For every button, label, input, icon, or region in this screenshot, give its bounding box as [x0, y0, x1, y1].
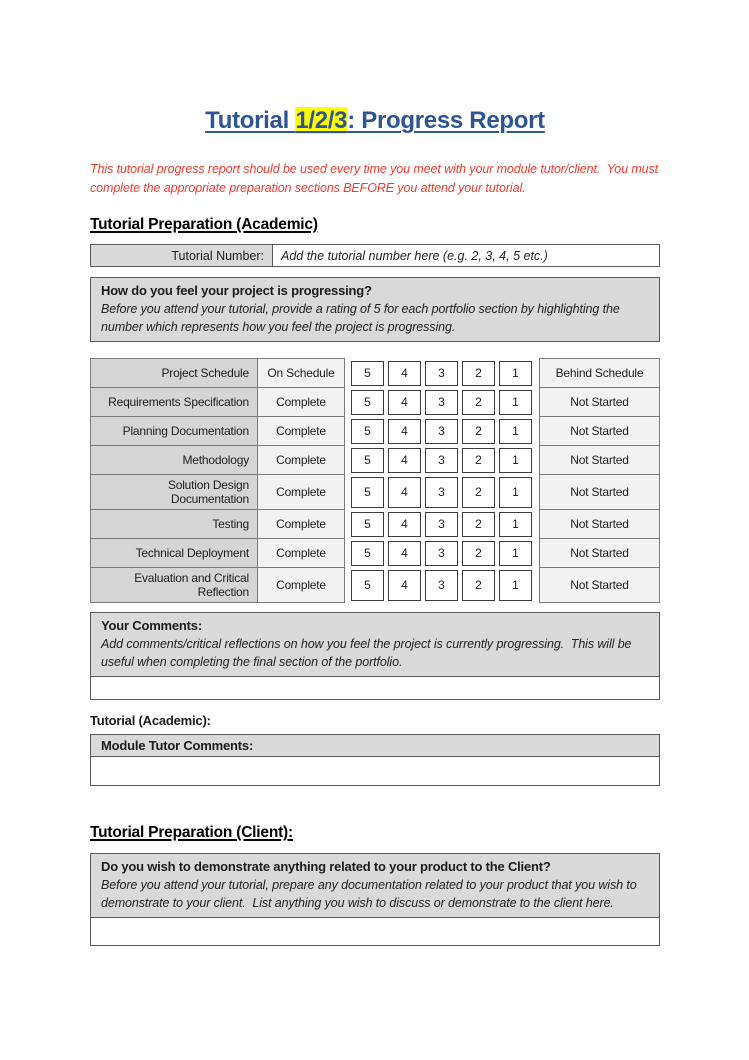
rating-number-cell[interactable]: 4 [388, 512, 421, 537]
rating-number-cell[interactable]: 2 [462, 390, 495, 415]
rating-number-cell[interactable]: 1 [499, 541, 532, 566]
rating-number-group [345, 387, 540, 417]
rating-low-anchor: Not Started [539, 567, 660, 603]
rating-table-row [90, 474, 660, 510]
client-demo-instructions: Before you attend your tutorial, prepare any documentation related to your product that you wish to demonstrate to your client. List anything you wish to discuss or demonstrate to the client here. [101, 878, 640, 910]
rating-row-label: Methodology [90, 445, 258, 475]
progress-question-title: How do you feel your project is progressing? [101, 283, 372, 298]
rating-number-cell[interactable]: 1 [499, 570, 532, 601]
rating-number-cell[interactable]: 2 [462, 512, 495, 537]
rating-table-body [90, 358, 660, 603]
rating-low-anchor: Not Started [539, 474, 660, 510]
title-prefix: Tutorial [205, 107, 296, 134]
rating-number-cell[interactable]: 3 [425, 361, 458, 386]
rating-number-cell[interactable]: 1 [499, 512, 532, 537]
rating-number-group [345, 358, 540, 388]
rating-number-cell[interactable]: 5 [351, 512, 384, 537]
tutorial-number-input[interactable]: Add the tutorial number here (e.g. 2, 3, 4, 5 etc.) [273, 245, 659, 266]
rating-number-cell[interactable]: 1 [499, 419, 532, 444]
rating-number-cell[interactable]: 4 [388, 361, 421, 386]
rating-row-label: Technical Deployment [90, 538, 258, 568]
rating-number-cell[interactable]: 2 [462, 361, 495, 386]
client-demo-input[interactable] [91, 918, 659, 945]
rating-high-anchor: Complete [257, 445, 345, 475]
rating-number-cell[interactable]: 5 [351, 419, 384, 444]
rating-low-anchor: Behind Schedule [539, 358, 660, 388]
academic-section-heading: Tutorial Preparation (Academic) [90, 216, 318, 233]
rating-table-row [90, 387, 660, 417]
rating-high-anchor: Complete [257, 509, 345, 539]
rating-number-cell[interactable]: 5 [351, 448, 384, 473]
progress-question-box [90, 277, 660, 342]
rating-number-group [345, 445, 540, 475]
rating-number-cell[interactable]: 4 [388, 570, 421, 601]
rating-row-label: Evaluation and Critical Reflection [90, 567, 258, 603]
rating-number-cell[interactable]: 4 [388, 541, 421, 566]
tutorial-number-row [90, 244, 660, 267]
rating-high-anchor: Complete [257, 474, 345, 510]
rating-number-cell[interactable]: 5 [351, 361, 384, 386]
rating-table-row [90, 445, 660, 475]
rating-number-cell[interactable]: 5 [351, 477, 384, 508]
your-comments-instructions: Add comments/critical reflections on how you feel the project is currently progressing. This will be useful when completing the final section of the portfolio. [101, 637, 635, 669]
rating-number-group [345, 509, 540, 539]
rating-row-label: Planning Documentation [90, 416, 258, 446]
your-comments-title: Your Comments: [101, 618, 202, 633]
rating-number-cell[interactable]: 5 [351, 541, 384, 566]
rating-table-row [90, 509, 660, 539]
rating-low-anchor: Not Started [539, 538, 660, 568]
rating-number-cell[interactable]: 3 [425, 512, 458, 537]
rating-number-cell[interactable]: 1 [499, 477, 532, 508]
intro-note: This tutorial progress report should be used every time you meet with your module tutor/client. You must complete the appropriate preparation sections BEFORE you attend your tutorial. [90, 162, 662, 195]
rating-number-cell[interactable]: 4 [388, 477, 421, 508]
rating-row-label: Requirements Specification [90, 387, 258, 417]
client-demo-section [90, 853, 660, 946]
rating-number-cell[interactable]: 2 [462, 419, 495, 444]
rating-row-label: Solution Design Documentation [90, 474, 258, 510]
rating-number-cell[interactable]: 3 [425, 541, 458, 566]
rating-number-cell[interactable]: 5 [351, 390, 384, 415]
rating-high-anchor: On Schedule [257, 358, 345, 388]
rating-low-anchor: Not Started [539, 416, 660, 446]
title-highlight: 1/2/3 [295, 107, 348, 134]
rating-low-anchor: Not Started [539, 509, 660, 539]
module-tutor-comments-title: Module Tutor Comments: [91, 735, 659, 757]
rating-row-label: Project Schedule [90, 358, 258, 388]
rating-number-group [345, 567, 540, 603]
rating-table-row [90, 358, 660, 388]
rating-number-group [345, 416, 540, 446]
rating-number-group [345, 474, 540, 510]
rating-number-cell[interactable]: 3 [425, 390, 458, 415]
rating-number-cell[interactable]: 3 [425, 477, 458, 508]
rating-number-cell[interactable]: 2 [462, 477, 495, 508]
client-section-heading: Tutorial Preparation (Client): [90, 824, 293, 841]
rating-high-anchor: Complete [257, 538, 345, 568]
rating-number-cell[interactable]: 2 [462, 570, 495, 601]
rating-table-row [90, 567, 660, 603]
rating-number-cell[interactable]: 5 [351, 570, 384, 601]
rating-low-anchor: Not Started [539, 445, 660, 475]
rating-low-anchor: Not Started [539, 387, 660, 417]
rating-number-cell[interactable]: 1 [499, 361, 532, 386]
module-tutor-comments-section [90, 734, 660, 786]
rating-number-cell[interactable]: 4 [388, 390, 421, 415]
document-title [90, 104, 660, 138]
rating-number-cell[interactable]: 3 [425, 419, 458, 444]
rating-number-cell[interactable]: 3 [425, 570, 458, 601]
rating-number-cell[interactable]: 3 [425, 448, 458, 473]
module-tutor-comments-input[interactable] [91, 757, 659, 785]
your-comments-input[interactable] [91, 677, 659, 699]
progress-question-instructions: Before you attend your tutorial, provide a rating of 5 for each portfolio section by highlighting the number which represents how you feel the project is progressing. [101, 302, 624, 334]
client-demo-header [91, 854, 659, 918]
your-comments-header [91, 613, 659, 677]
rating-table-row [90, 538, 660, 568]
rating-number-cell[interactable]: 1 [499, 390, 532, 415]
rating-number-cell[interactable]: 2 [462, 541, 495, 566]
title-suffix: : Progress Report [347, 107, 545, 134]
rating-number-group [345, 538, 540, 568]
your-comments-section [90, 612, 660, 700]
rating-number-cell[interactable]: 1 [499, 448, 532, 473]
rating-high-anchor: Complete [257, 567, 345, 603]
tutorial-number-label: Tutorial Number: [91, 245, 273, 266]
rating-high-anchor: Complete [257, 416, 345, 446]
rating-high-anchor: Complete [257, 387, 345, 417]
rating-row-label: Testing [90, 509, 258, 539]
client-demo-title: Do you wish to demonstrate anything related to your product to the Client? [101, 859, 551, 874]
rating-number-cell[interactable]: 4 [388, 419, 421, 444]
tutorial-academic-label: Tutorial (Academic): [90, 713, 211, 728]
rating-number-cell[interactable]: 4 [388, 448, 421, 473]
rating-table-row [90, 416, 660, 446]
rating-number-cell[interactable]: 2 [462, 448, 495, 473]
